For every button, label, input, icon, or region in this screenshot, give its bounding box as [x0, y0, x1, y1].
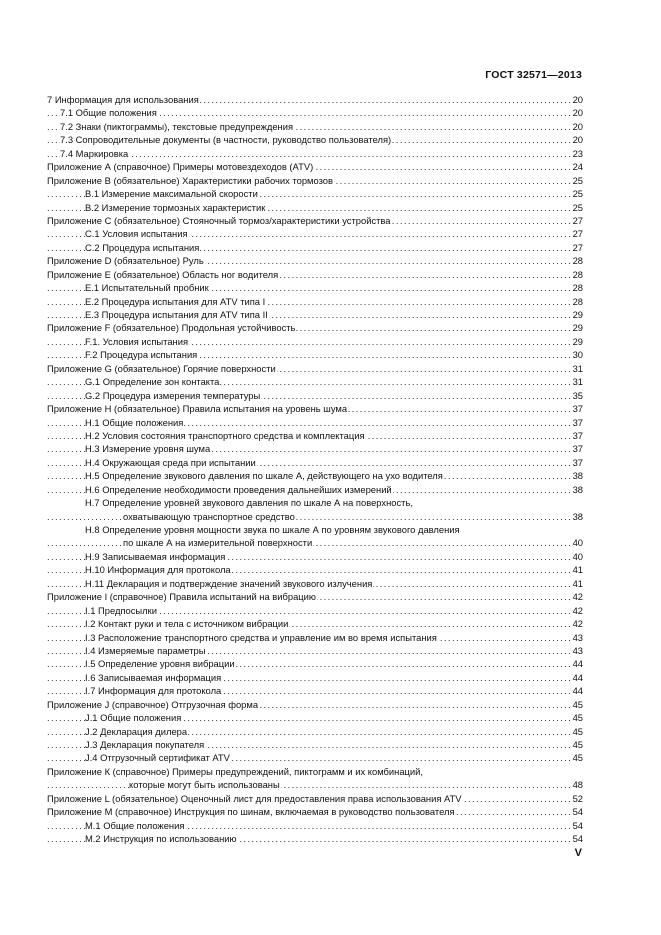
- toc-entry-page: 38: [572, 470, 583, 482]
- toc-entry-page: 28: [572, 255, 583, 267]
- toc-entry-label: 7.2 Знаки (пиктограммы), текстовые предупреждения: [60, 120, 294, 132]
- toc-entry: [47, 523, 583, 536]
- toc-entry: [47, 469, 583, 482]
- toc-entry-label: Приложение С (обязательное) Стояночный тормоз/характеристики устройства: [47, 214, 391, 226]
- toc-entry-label: Приложение F (обязательное) Продольная устойчивость: [47, 322, 296, 334]
- toc-entry-label: Приложение J (справочное) Отгрузочная форма: [47, 698, 259, 710]
- toc-entry-page: 37: [572, 416, 583, 428]
- toc-entry-page: 54: [572, 833, 583, 845]
- toc-entry-label: Н.7 Определение уровней звукового давления по шкале А на поверхность,: [85, 497, 413, 509]
- toc-entry: [47, 106, 583, 119]
- toc-entry: [47, 281, 583, 294]
- toc-entry-label: 7.3 Сопроводительные документы (в частности, руководство пользователя): [60, 134, 392, 146]
- toc-entry: [47, 120, 583, 133]
- toc-entry-label: 7.4 Маркировка: [60, 147, 129, 159]
- toc-entry-page: 24: [572, 161, 583, 173]
- toc-entry-page: 29: [572, 309, 583, 320]
- toc-entry-page: 45: [572, 712, 583, 724]
- toc-entry: [47, 536, 583, 549]
- toc-entry-label: Н.1 Общие положения: [85, 416, 184, 428]
- toc-entry-page: 28: [572, 268, 583, 280]
- toc-entry-label: I.4 Измеряемые параметры: [85, 644, 206, 656]
- toc-entry-label: Приложение А (справочное) Примеры мотовездеходов (ATV): [47, 161, 314, 173]
- toc-entry-label: Приложение К (справочное) Примеры предупреждений, пиктограмм и их комбинаций,: [47, 765, 423, 777]
- toc-entry-page: 27: [572, 214, 583, 226]
- toc-entry: [47, 644, 583, 657]
- toc-entry: [47, 348, 583, 361]
- toc-entry-label: Н.6 Определение необходимости проведения дальнейших измерений: [85, 483, 392, 495]
- toc-entry-page: 25: [572, 201, 583, 213]
- toc-entry-label: по шкале А на измерительной поверхности: [123, 537, 313, 549]
- toc-entry: [47, 617, 583, 630]
- toc-entry: [47, 456, 583, 469]
- toc-entry: [47, 321, 583, 334]
- toc-entry-label: Н.3 Измерение уровня шума: [85, 443, 211, 455]
- toc-entry: [47, 751, 583, 764]
- table-of-contents: [47, 93, 583, 846]
- toc-entry-page: 41: [572, 564, 583, 576]
- toc-entry-label: Приложение G (обязательное) Горячие поверхности: [47, 362, 276, 374]
- toc-entry-label: G.2 Процедура измерения температуры: [85, 389, 261, 401]
- toc-entry-label: Н.2 Условия состояния транспортного средства и комплектация: [85, 429, 365, 441]
- toc-entry-page: 43: [572, 644, 583, 656]
- toc-entry: [47, 631, 583, 644]
- toc-entry: [47, 711, 583, 724]
- toc-entry-label: Н.8 Определение уровня мощности звука по шкале А по уровням звукового давления: [85, 524, 460, 535]
- toc-entry-label: В.2 Измерение тормозных характеристик: [85, 201, 266, 213]
- toc-entry-label: Приложение Н (обязательное) Правила испытания на уровень шума: [47, 403, 348, 415]
- toc-entry-label: охватывающую транспортное средство: [123, 510, 295, 522]
- toc-entry-label: I.7 Информация для протокола: [85, 685, 222, 697]
- toc-entry-page: 27: [572, 241, 583, 253]
- toc-entry: [47, 160, 583, 173]
- toc-entry-label: которые могут быть использованы: [129, 779, 280, 791]
- toc-entry: [47, 416, 583, 429]
- toc-entry-page: 38: [572, 483, 583, 495]
- toc-entry-page: 44: [572, 685, 583, 697]
- toc-entry: [47, 201, 583, 214]
- toc-entry-label: С.1 Условия испытания: [85, 228, 188, 240]
- toc-entry: [47, 483, 583, 496]
- page-numeral: V: [574, 847, 582, 859]
- toc-entry-label: В.1 Измерение максимальной скорости: [85, 188, 258, 200]
- toc-entry-page: 37: [572, 443, 583, 455]
- toc-entry: [47, 308, 583, 321]
- toc-entry-label: 7.1 Общие положения: [60, 107, 157, 119]
- toc-entry-page: 43: [572, 631, 583, 643]
- toc-entry: [47, 133, 583, 146]
- toc-entry-label: Приложение М (справочное) Инструкция по шинам, включаемая в руководство пользователя: [47, 806, 455, 818]
- toc-entry-page: 20: [572, 107, 583, 119]
- toc-entry-label: G.1 Определение зон контакта: [85, 376, 220, 388]
- toc-entry-page: 23: [572, 147, 583, 159]
- toc-entry-page: 52: [572, 792, 583, 804]
- toc-entry-page: 35: [572, 389, 583, 401]
- toc-entry-page: 45: [572, 752, 583, 764]
- toc-entry: [47, 563, 583, 576]
- toc-entry-page: 42: [572, 604, 583, 616]
- toc-entry: [47, 725, 583, 738]
- toc-entry: [47, 738, 583, 751]
- toc-entry-page: 45: [572, 698, 583, 710]
- toc-entry: [47, 819, 583, 832]
- toc-entry-page: 25: [572, 188, 583, 200]
- toc-entry-label: I.2 Контакт руки и тела с источником вибрации: [85, 618, 289, 630]
- toc-entry-page: 37: [572, 403, 583, 415]
- toc-entry-label: Н.9 Записываемая информация: [85, 550, 226, 562]
- toc-entry-label: М.2 Инструкция по использованию: [85, 833, 237, 845]
- toc-entry-page: 40: [572, 537, 583, 549]
- toc-entry-page: 48: [572, 779, 583, 791]
- toc-entry-label: Приложение D (обязательное) Руль: [47, 255, 204, 267]
- toc-entry-label: Н.5 Определение звукового давления по шкале А, действующего на ухо водителя: [85, 470, 443, 482]
- toc-entry: [47, 698, 583, 711]
- toc-entry: [47, 429, 583, 442]
- toc-entry: [47, 375, 583, 388]
- toc-entry: [47, 684, 583, 697]
- toc-entry-label: I.5 Определение уровня вибрации: [85, 658, 235, 670]
- toc-entry-label: Приложение Е (обязательное) Область ног водителя: [47, 268, 279, 280]
- toc-entry: [47, 496, 583, 509]
- toc-entry-page: 44: [572, 671, 583, 683]
- toc-entry: [47, 295, 583, 308]
- toc-entry-page: 42: [572, 618, 583, 630]
- toc-entry: [47, 805, 583, 818]
- toc-entry-page: 25: [572, 174, 583, 186]
- toc-entry: [47, 832, 583, 845]
- toc-entry: [47, 187, 583, 200]
- toc-entry-label: Приложение В (обязательное) Характеристики рабочих тормозов: [47, 174, 333, 186]
- toc-entry: [47, 362, 583, 375]
- toc-entry-page: 28: [572, 282, 583, 294]
- toc-entry-label: Е.1 Испытательный пробник: [85, 282, 209, 294]
- toc-entry-label: Н.4 Окружающая среда при испытании: [85, 456, 256, 468]
- toc-entry-label: I.1 Предпосылки: [85, 604, 157, 616]
- toc-entry-label: Е.2 Процедура испытания для ATV типа I: [85, 295, 266, 307]
- toc-entry: [47, 214, 583, 227]
- toc-entry-label: Приложение L (обязательное) Оценочный лист для предоставления права использования ATV: [47, 792, 462, 804]
- toc-entry: [47, 778, 583, 791]
- toc-entry: [47, 550, 583, 563]
- toc-entry: [47, 241, 583, 254]
- toc-entry-label: Е.3 Процедура испытания для ATV типа II: [85, 309, 268, 320]
- toc-entry-page: 29: [572, 322, 583, 334]
- toc-entry-page: 30: [572, 349, 583, 361]
- toc-entry-page: 38: [572, 510, 583, 522]
- toc-entry: [47, 147, 583, 160]
- toc-entry-label: J.4 Отгрузочный сертификат ATV: [85, 752, 230, 764]
- toc-entry-page: 31: [572, 376, 583, 388]
- toc-entry-page: 31: [572, 362, 583, 374]
- toc-entry-page: 29: [572, 335, 583, 347]
- toc-entry: [47, 671, 583, 684]
- toc-entry-page: 20: [572, 120, 583, 132]
- toc-entry-page: 27: [572, 228, 583, 240]
- toc-entry-page: 54: [572, 806, 583, 818]
- toc-entry-label: Приложение I (справочное) Правила испытаний на вибрацию: [47, 591, 316, 603]
- toc-entry: [47, 227, 583, 240]
- toc-entry: [47, 590, 583, 603]
- toc-entry-page: 41: [572, 577, 583, 589]
- toc-entry: [47, 93, 583, 106]
- toc-entry-label: J.3 Декларация покупателя: [85, 739, 205, 750]
- toc-entry: [47, 792, 583, 805]
- toc-entry-label: Н.11 Декларация и подтверждение значений звукового излучения: [85, 577, 373, 589]
- toc-entry-label: Н.10 Информация для протокола: [85, 564, 231, 576]
- toc-entry: [47, 510, 583, 523]
- toc-entry: [47, 402, 583, 415]
- toc-entry-page: 54: [572, 819, 583, 831]
- toc-entry: [47, 389, 583, 402]
- toc-entry-page: 45: [572, 739, 583, 750]
- toc-entry: [47, 268, 583, 281]
- toc-entry-page: 37: [572, 429, 583, 441]
- toc-entry: [47, 442, 583, 455]
- toc-entry-page: 37: [572, 456, 583, 468]
- toc-entry-label: F.2 Процедура испытания: [85, 349, 198, 361]
- toc-entry-page: 40: [572, 550, 583, 562]
- toc-entry-label: I.6 Записываемая информация: [85, 671, 222, 683]
- toc-entry-page: 28: [572, 295, 583, 307]
- toc-entry: [47, 254, 583, 267]
- toc-entry: [47, 765, 583, 778]
- toc-entry: [47, 604, 583, 617]
- toc-entry-page: 44: [572, 658, 583, 670]
- toc-entry-page: 45: [572, 725, 583, 737]
- toc-entry-page: 20: [572, 94, 583, 105]
- toc-entry-page: 42: [572, 591, 583, 603]
- toc-entry-label: 7 Информация для использования: [47, 94, 199, 105]
- toc-entry-page: 20: [572, 134, 583, 146]
- toc-entry-label: J.2 Декларация дилера: [85, 725, 188, 737]
- document-id: ГОСТ 32571—2013: [485, 69, 582, 81]
- toc-entry-label: С.2 Процедура испытания: [85, 241, 200, 253]
- toc-entry: [47, 174, 583, 187]
- toc-entry: [47, 657, 583, 670]
- toc-entry-label: J.1 Общие положения: [85, 712, 182, 724]
- toc-entry: [47, 577, 583, 590]
- toc-entry: [47, 335, 583, 348]
- toc-entry-label: М.1 Общие положения: [85, 819, 185, 831]
- toc-entry-label: F.1. Условия испытания: [85, 335, 189, 347]
- toc-entry-label: I.3 Расположение транспортного средства и управление им во время испытания: [85, 631, 437, 643]
